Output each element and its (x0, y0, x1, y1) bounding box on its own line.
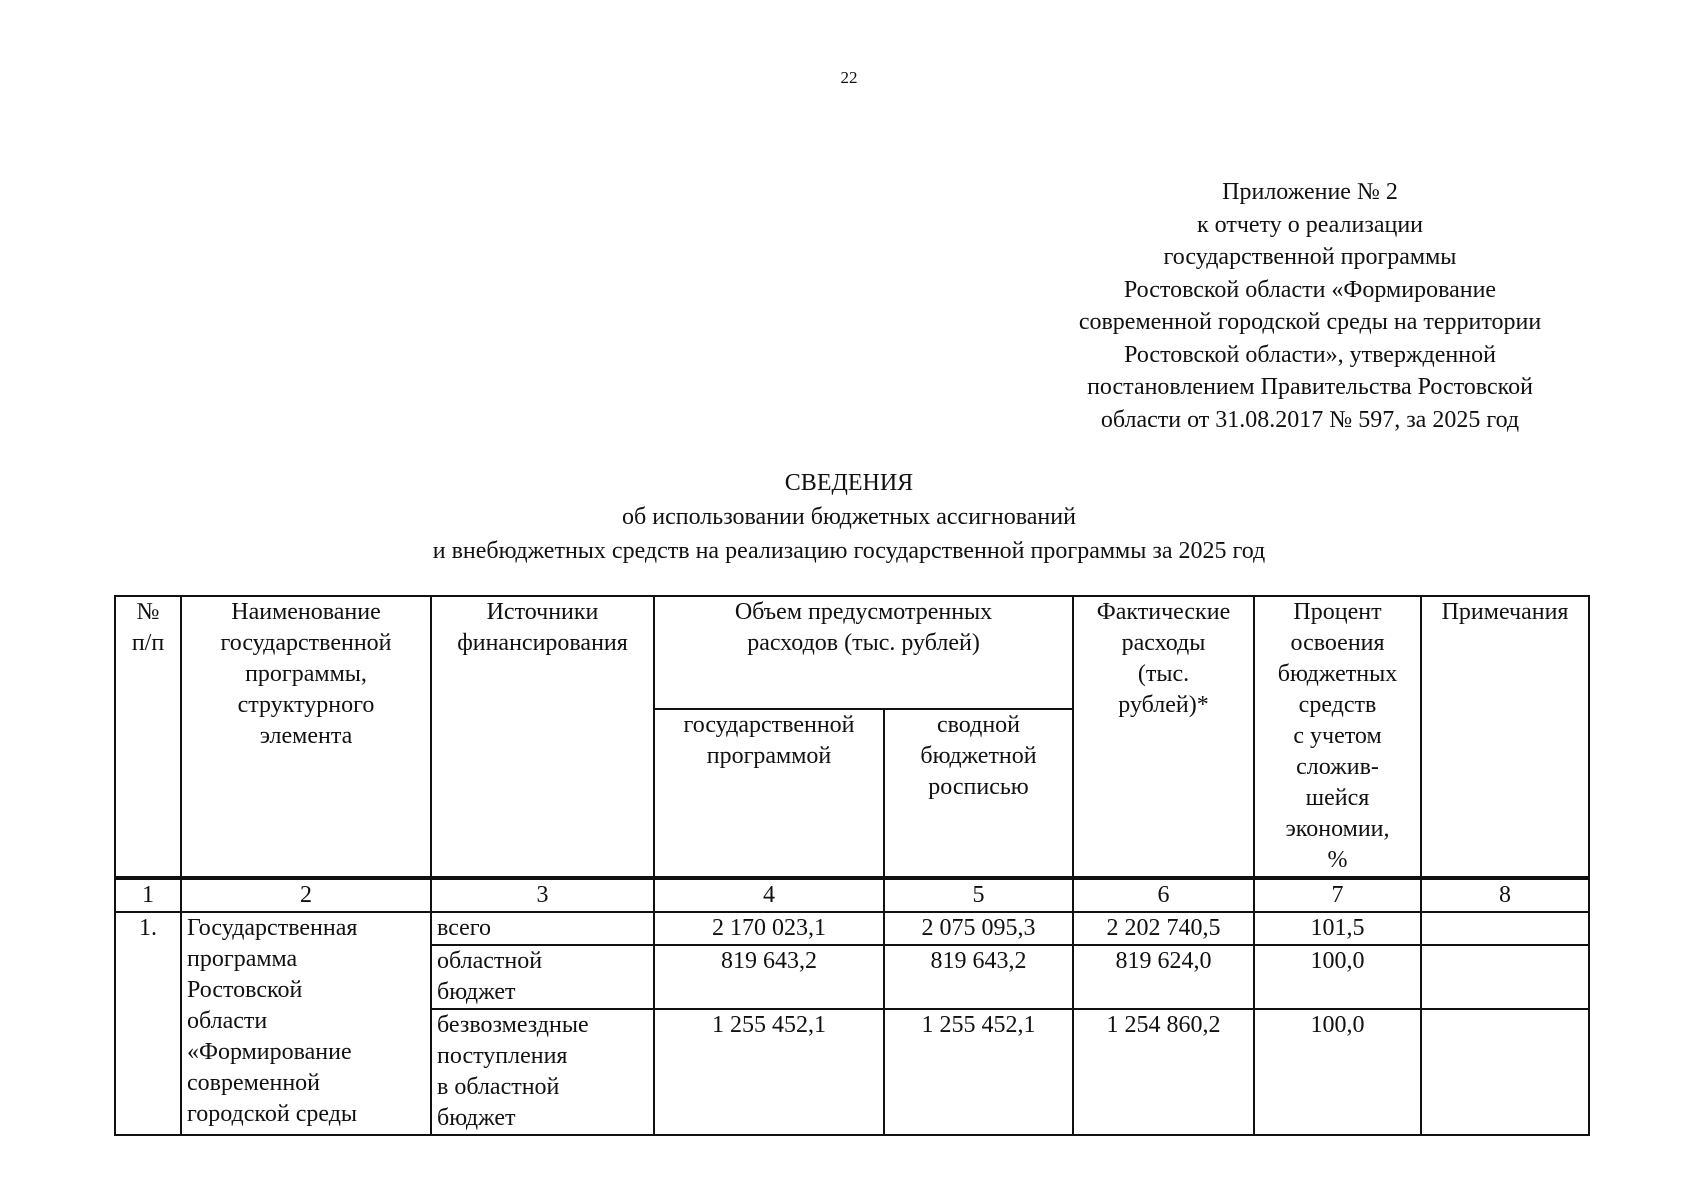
column-number: 2 (181, 878, 431, 912)
header-program-name: Наименование государственной программы, структурного элемента (181, 596, 431, 878)
budget-list-value: 2 075 095,3 (884, 912, 1073, 945)
column-number: 5 (884, 878, 1073, 912)
appendix-line: к отчету о реализации (1196, 211, 1424, 238)
header-percent: Процент освоения бюджетных средств с учетом сложив- шейся экономии, % (1254, 596, 1421, 878)
budget-list-value: 1 255 452,1 (884, 1009, 1073, 1135)
header-number: № п/п (115, 596, 181, 878)
appendix-line: Ростовской области», утвержденной (1124, 341, 1496, 368)
program-name: Государственная программа Ростовской области «Формирование современной городской среды (181, 912, 431, 1135)
column-number: 6 (1073, 878, 1254, 912)
appendix-line: области от 31.08.2017 № 597, за 2025 год (1100, 406, 1520, 433)
state-program-value: 2 170 023,1 (654, 912, 884, 945)
column-numbers-row (115, 878, 1589, 912)
page-number: 22 (840, 68, 858, 87)
appendix-line: Приложение № 2 (1222, 179, 1398, 205)
header-row-1 (115, 596, 1589, 709)
appendix-line: Ростовской области «Формирование (1123, 276, 1497, 303)
column-number: 1 (115, 878, 181, 912)
heading-subtitle-line2: и внебюджетных средств на реализацию государственной программы за 2025 год (432, 538, 1266, 564)
funding-source: всего (431, 912, 654, 945)
header-funding-source: Источники финансирования (431, 596, 654, 878)
notes-value (1421, 945, 1589, 1009)
header-state-program: государственной программой (654, 709, 884, 878)
heading-title: СВЕДЕНИЯ (784, 470, 914, 496)
state-program-value: 819 643,2 (654, 945, 884, 1009)
appendix-block (1020, 176, 1600, 436)
notes-value (1421, 912, 1589, 945)
appendix-line: современной городской среды на территории (1078, 309, 1542, 335)
state-program-value: 1 255 452,1 (654, 1009, 884, 1135)
budget-list-value: 819 643,2 (884, 945, 1073, 1009)
column-number: 4 (654, 878, 884, 912)
column-number: 3 (431, 878, 654, 912)
percent-value: 100,0 (1254, 945, 1421, 1009)
document-heading (0, 466, 1698, 568)
percent-value: 101,5 (1254, 912, 1421, 945)
table-row (115, 912, 1589, 945)
program-number: 1. (115, 912, 181, 1135)
column-number: 8 (1421, 878, 1589, 912)
funding-source: областной бюджет (431, 945, 654, 1009)
appendix-line: государственной программы (1163, 244, 1457, 270)
header-planned-volume: Объем предусмотренных расходов (тыс. рублей) (654, 596, 1073, 709)
heading-subtitle-line1: об использовании бюджетных ассигнований (622, 504, 1076, 530)
percent-value: 100,0 (1254, 1009, 1421, 1135)
header-notes: Примечания (1421, 596, 1589, 878)
notes-value (1421, 1009, 1589, 1135)
funding-source: безвозмездные поступления в областной бюджет (431, 1009, 654, 1135)
column-number: 7 (1254, 878, 1421, 912)
actual-value: 819 624,0 (1073, 945, 1254, 1009)
header-actual-expenses: Фактические расходы (тыс. рублей)* (1073, 596, 1254, 878)
actual-value: 1 254 860,2 (1073, 1009, 1254, 1135)
appendix-line: постановлением Правительства Ростовской (1087, 374, 1533, 400)
budget-report-table (114, 595, 1590, 1136)
actual-value: 2 202 740,5 (1073, 912, 1254, 945)
header-budget-list: сводной бюджетной росписью (884, 709, 1073, 878)
